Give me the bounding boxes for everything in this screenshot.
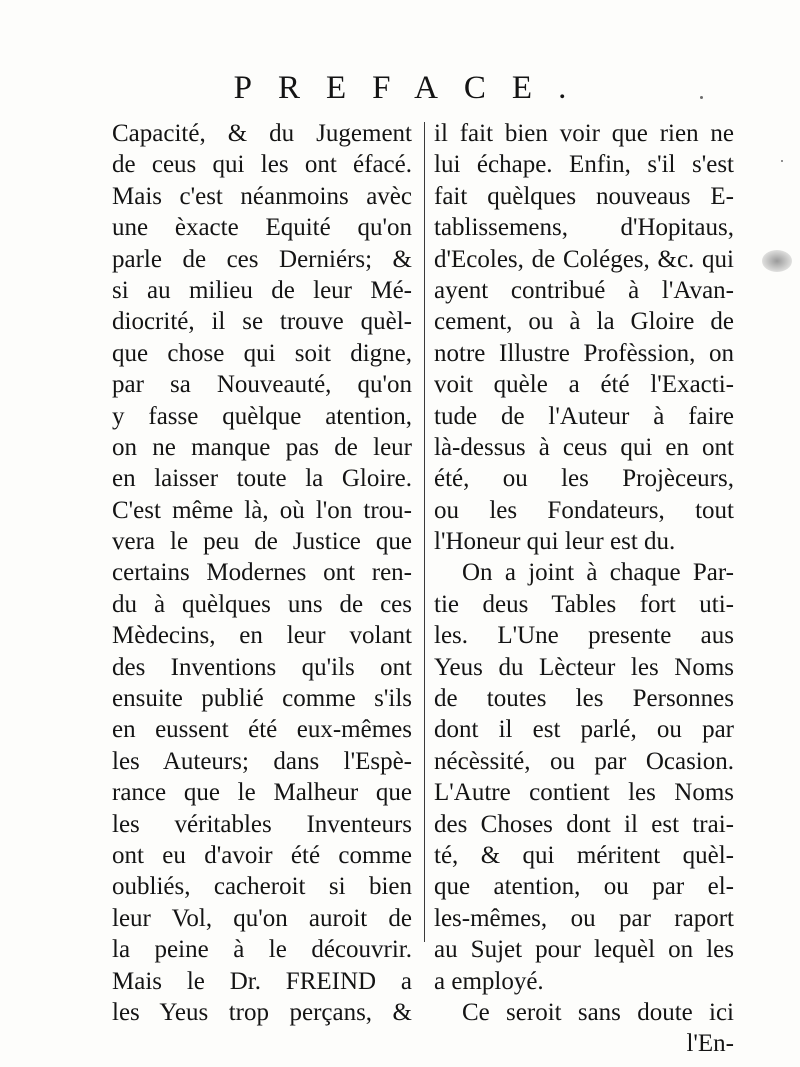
page-header: PREFACE. — [233, 70, 593, 106]
text-line: du à quèlques uns de ces — [112, 590, 412, 618]
text-line: les Auteurs; dans l'Espè- — [112, 747, 412, 775]
text-line: certains Modernes ont ren- — [112, 559, 412, 587]
text-line: fait quèlques nouveaus E- — [434, 182, 734, 210]
text-line: les Yeus trop perçans, & — [112, 998, 412, 1026]
text-line: ou les Fondateurs, tout — [434, 496, 734, 524]
text-line: été, ou les Projèceurs, — [434, 465, 734, 493]
text-line: Ce seroit sans doute ici — [462, 998, 734, 1026]
text-line: Mais c'est néanmoins avèc — [112, 182, 412, 210]
text-line: que atention, ou par el- — [434, 873, 734, 901]
text-line: L'Autre contient les Noms — [434, 779, 734, 807]
text-line: a employé. — [434, 967, 544, 995]
text-line: des Choses dont il est trai- — [434, 810, 734, 838]
text-line: par sa Nouveauté, qu'on — [112, 371, 412, 399]
text-line: ayent contribué à l'Avan- — [434, 276, 734, 304]
text-line: en laisser toute la Gloire. — [112, 465, 412, 493]
text-line: on ne manque pas de leur — [112, 433, 412, 461]
text-line: Mèdecins, en leur volant — [112, 622, 412, 650]
text-line: en eussent été eux-mêmes — [112, 716, 412, 744]
text-line: tablissemens, d'Hopitaus, — [434, 214, 734, 242]
text-line: té, & qui méritent quèl- — [434, 841, 734, 869]
text-line: il fait bien voir que rien ne — [434, 120, 734, 147]
text-line: voit quèle a été l'Exacti- — [434, 371, 734, 399]
paper-stain — [762, 250, 792, 272]
text-line: que chose qui soit digne, — [112, 339, 412, 367]
text-line: les véritables Inventeurs — [112, 810, 412, 838]
text-line: diocrité, il se trouve quèl- — [112, 308, 412, 336]
text-line: lui échape. Enfin, s'il s'est — [434, 151, 734, 179]
text-line: d'Ecoles, de Coléges, &c. qui — [434, 245, 734, 273]
text-line: ont eu d'avoir été comme — [112, 841, 412, 869]
text-line: la peine à le découvrir. — [112, 936, 412, 964]
text-line: une èxacte Equité qu'on — [112, 214, 412, 242]
paper-speck — [700, 96, 703, 99]
left-column — [112, 118, 412, 1028]
text-line: C'est même là, où l'on trou- — [112, 496, 412, 524]
text-line: parle de ces Derniérs; & — [112, 245, 412, 273]
text-line: les. L'Une presente aus — [434, 622, 734, 650]
text-line: tude de l'Auteur à faire — [434, 402, 734, 430]
text-line: des Inventions qu'ils ont — [112, 653, 412, 681]
text-line: vera le peu de Justice que — [112, 528, 412, 556]
text-line: Yeus du Lècteur les Noms — [434, 653, 734, 681]
text-line: de ceus qui les ont éfacé. — [112, 151, 412, 179]
text-line: tie deus Tables fort uti- — [434, 590, 734, 618]
text-line: On a joint à chaque Par- — [462, 559, 734, 587]
catchword: l'En- — [686, 1030, 734, 1058]
text-line: leur Vol, qu'on auroit de — [112, 904, 412, 932]
right-column — [434, 118, 734, 1060]
text-line: rance que le Malheur que — [112, 779, 412, 807]
text-line: dont il est parlé, ou par — [434, 716, 734, 744]
paper-speck — [781, 160, 783, 162]
text-line: les-mêmes, ou par raport — [434, 904, 734, 932]
text-line: cement, ou à la Gloire de — [434, 308, 734, 336]
text-line: oubliés, cacheroit si bien — [112, 873, 412, 901]
text-line: ensuite publié comme s'ils — [112, 685, 412, 713]
text-line: au Sujet pour lequèl on les — [434, 936, 734, 964]
text-line: y fasse quèlque atention, — [112, 402, 412, 430]
text-line: de toutes les Personnes — [434, 685, 734, 713]
text-line: là-dessus à ceus qui en ont — [434, 433, 734, 461]
column-divider — [424, 122, 425, 942]
text-line: notre Illustre Profèssion, on — [434, 339, 734, 367]
text-line: si au milieu de leur Mé- — [112, 276, 412, 304]
text-line: Mais le Dr. FREIND a — [112, 967, 412, 995]
text-line: Capacité, & du Jugement — [112, 120, 412, 147]
text-line: l'Honeur qui leur est du. — [434, 528, 676, 556]
text-line: nécèssité, ou par Ocasion. — [434, 747, 734, 775]
